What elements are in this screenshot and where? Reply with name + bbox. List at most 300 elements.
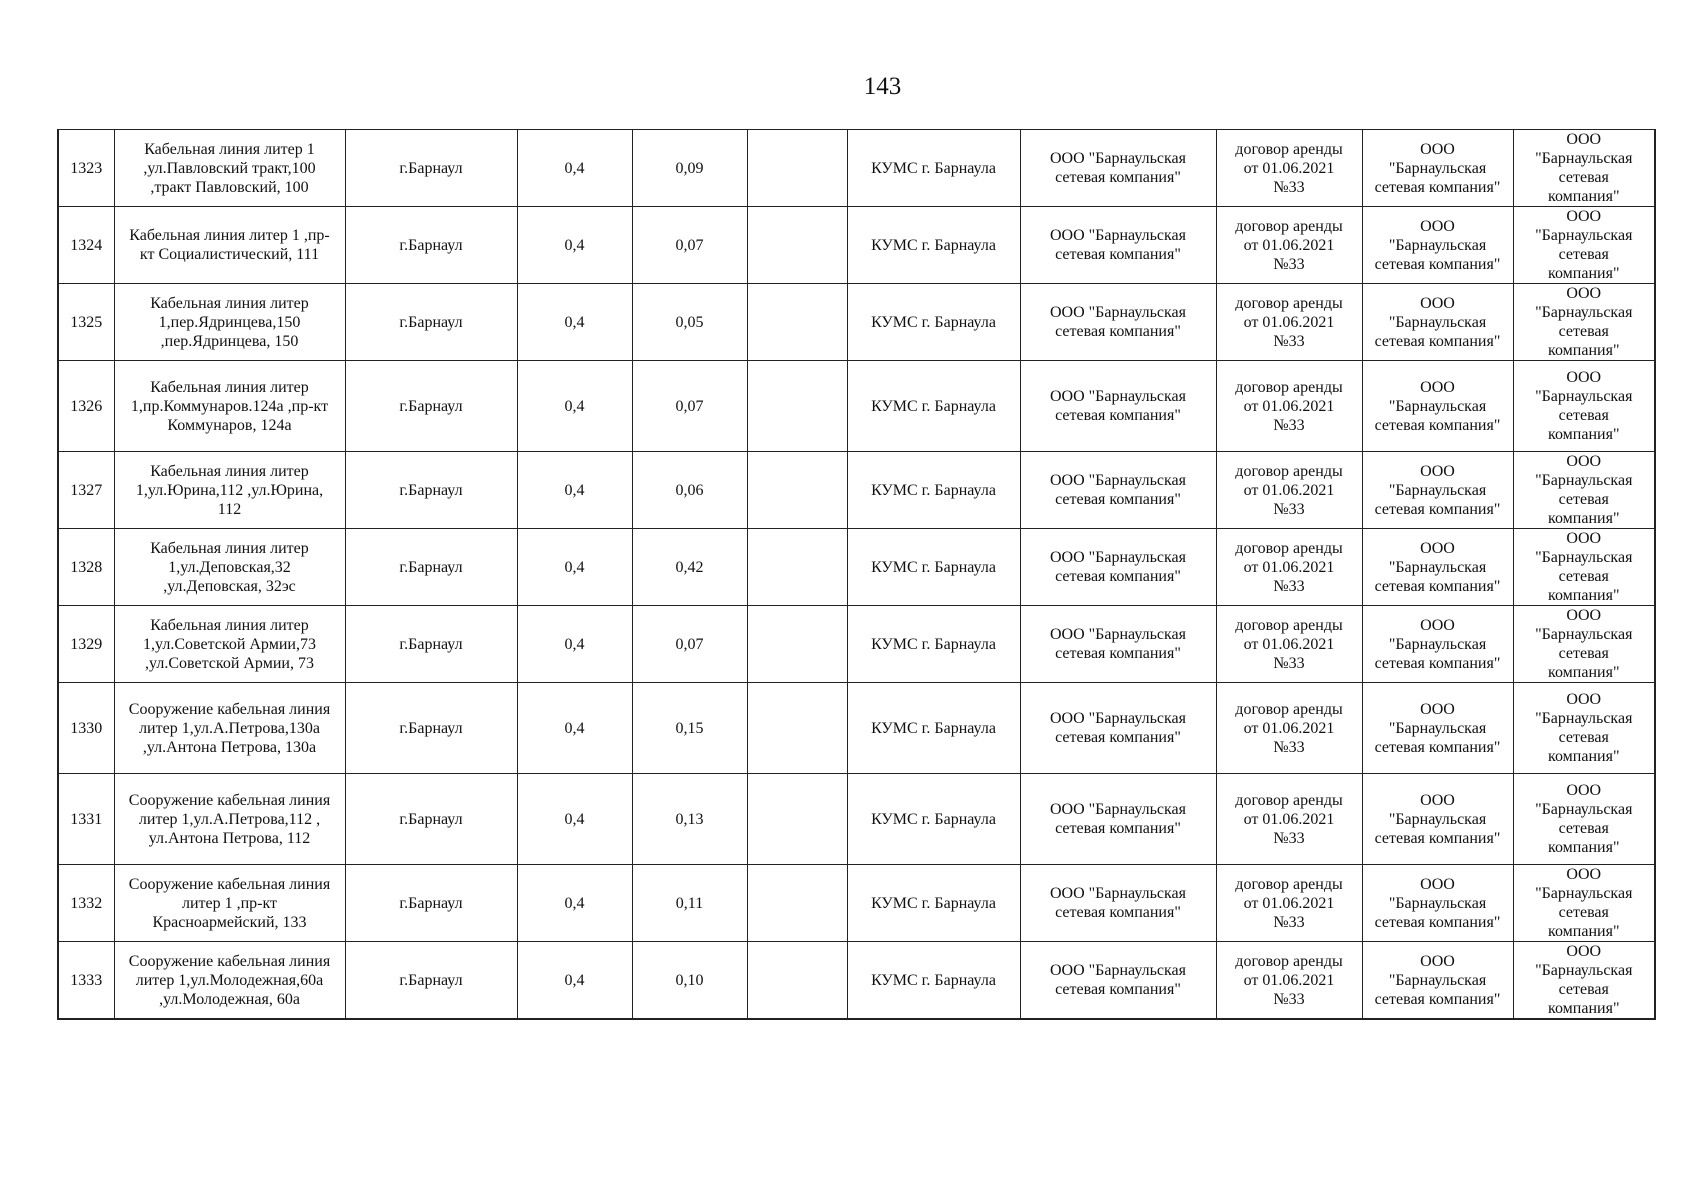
cell-voltage: 0,4: [517, 942, 632, 1020]
table-row: [58, 774, 1655, 865]
cell-user-line: компания": [1548, 587, 1620, 604]
cell-operator-line: сетевая компания": [1055, 729, 1181, 746]
cell-voltage: 0,4: [517, 774, 632, 865]
cell-basis-line: от 01.06.2021: [1243, 635, 1335, 653]
cell-holder-line: сетевая компания": [1374, 332, 1501, 350]
cell-voltage: 0,4: [517, 606, 632, 683]
table-row: [58, 207, 1655, 284]
cell-city: г.Барнаул: [345, 606, 517, 683]
cell-object-name: [114, 865, 345, 942]
cell-length: 0,07: [632, 606, 747, 683]
table-row: [58, 942, 1655, 1020]
cell-holder-line: ООО: [1420, 875, 1455, 893]
cell-holder-line: сетевая компания": [1374, 829, 1501, 847]
cell-number: 1330: [58, 683, 114, 774]
registry-table: [57, 129, 1656, 1020]
cell-object-name-line: Кабельная линия литер: [150, 616, 309, 634]
cell-operator-line: ООО "Барнаульская: [1049, 962, 1186, 979]
cell-operator-line: сетевая компания": [1055, 323, 1181, 340]
cell-object-name: [114, 774, 345, 865]
cell-object-name-line: Кабельная линия литер: [150, 294, 309, 312]
cell-city: г.Барнаул: [345, 865, 517, 942]
cell-basis-line: договор аренды: [1235, 791, 1343, 809]
cell-holder-line: ООО: [1420, 539, 1455, 557]
cell-voltage: 0,4: [517, 284, 632, 361]
cell-basis-line: договор аренды: [1235, 294, 1343, 312]
cell-basis-line: №33: [1273, 654, 1305, 672]
cell-number: 1329: [58, 606, 114, 683]
cell-basis-line: №33: [1273, 178, 1305, 196]
cell-basis-line: договор аренды: [1235, 700, 1343, 718]
cell-operator: [1020, 606, 1216, 683]
cell-extra: [747, 207, 847, 284]
cell-operator: [1020, 452, 1216, 529]
cell-basis-line: №33: [1273, 332, 1305, 350]
cell-holder-line: "Барнаульская: [1388, 558, 1487, 576]
cell-object-name-line: Кабельная линия литер: [150, 462, 309, 480]
cell-owner: КУМС г. Барнаула: [847, 529, 1020, 606]
table-body: [58, 130, 1655, 1020]
cell-object-name-line: 1,пр.Коммунаров.124а ,пр-кт: [130, 397, 329, 415]
cell-user-line: сетевая: [1558, 323, 1609, 340]
cell-city: г.Барнаул: [345, 284, 517, 361]
cell-basis-line: №33: [1273, 577, 1305, 595]
cell-holder-line: ООО: [1420, 378, 1455, 396]
cell-length: 0,05: [632, 284, 747, 361]
cell-user-line: ООО: [1566, 866, 1602, 883]
table-row: [58, 865, 1655, 942]
cell-number: 1326: [58, 361, 114, 452]
cell-user-line: сетевая: [1558, 981, 1609, 998]
cell-extra: [747, 284, 847, 361]
cell-basis: [1216, 361, 1362, 452]
cell-city: г.Барнаул: [345, 207, 517, 284]
cell-operator-line: ООО "Барнаульская: [1049, 801, 1186, 818]
cell-operator: [1020, 529, 1216, 606]
cell-object-name: [114, 361, 345, 452]
cell-object-name-line: ,ул.Деповская, 32эс: [163, 577, 296, 595]
cell-basis-line: от 01.06.2021: [1243, 313, 1335, 331]
cell-owner: КУМС г. Барнаула: [847, 942, 1020, 1020]
cell-holder-line: ООО: [1420, 700, 1455, 718]
cell-extra: [747, 865, 847, 942]
cell-holder-line: сетевая компания": [1374, 654, 1501, 672]
cell-basis-line: от 01.06.2021: [1243, 719, 1335, 737]
cell-object-name-line: Кабельная линия литер 1 ,пр-: [129, 227, 330, 244]
cell-operator-line: ООО "Барнаульская: [1049, 388, 1186, 405]
cell-basis-line: договор аренды: [1235, 217, 1343, 235]
table-row: [58, 130, 1655, 207]
cell-user-line: "Барнаульская: [1535, 962, 1633, 979]
cell-basis-line: договор аренды: [1235, 462, 1343, 480]
cell-user-line: "Барнаульская: [1535, 801, 1633, 818]
cell-object-name-line: литер 1,ул.Молодежная,60а: [135, 971, 324, 989]
cell-city: г.Барнаул: [345, 130, 517, 207]
cell-holder-line: сетевая компания": [1374, 178, 1501, 196]
cell-operator-line: сетевая компания": [1055, 904, 1181, 921]
cell-city: г.Барнаул: [345, 361, 517, 452]
cell-length: 0,10: [632, 942, 747, 1020]
cell-object-name-line: 1,ул.Советской Армии,73: [143, 635, 316, 653]
cell-basis: [1216, 683, 1362, 774]
table-row: [58, 361, 1655, 452]
cell-holder: [1362, 130, 1513, 207]
cell-user: [1513, 606, 1655, 683]
cell-object-name-line: Сооружение кабельная линия: [128, 700, 331, 718]
cell-extra: [747, 606, 847, 683]
cell-basis-line: от 01.06.2021: [1243, 558, 1335, 576]
cell-user: [1513, 774, 1655, 865]
cell-user-line: сетевая: [1558, 169, 1609, 186]
cell-holder-line: сетевая компания": [1374, 577, 1501, 595]
cell-basis-line: №33: [1273, 829, 1305, 847]
cell-extra: [747, 683, 847, 774]
cell-holder-line: ООО: [1420, 294, 1455, 312]
cell-user-line: "Барнаульская: [1535, 388, 1633, 405]
cell-user-line: "Барнаульская: [1535, 885, 1633, 902]
cell-number: 1324: [58, 207, 114, 284]
cell-basis-line: №33: [1273, 416, 1305, 434]
cell-holder: [1362, 361, 1513, 452]
cell-basis-line: №33: [1273, 500, 1305, 518]
cell-extra: [747, 529, 847, 606]
cell-length: 0,15: [632, 683, 747, 774]
cell-number: 1323: [58, 130, 114, 207]
cell-city: г.Барнаул: [345, 942, 517, 1020]
cell-user: [1513, 529, 1655, 606]
cell-operator: [1020, 207, 1216, 284]
cell-extra: [747, 942, 847, 1020]
cell-basis-line: договор аренды: [1235, 539, 1343, 557]
cell-basis-line: от 01.06.2021: [1243, 894, 1335, 912]
cell-user: [1513, 865, 1655, 942]
cell-owner: КУМС г. Барнаула: [847, 207, 1020, 284]
cell-user-line: ООО: [1566, 285, 1602, 302]
cell-voltage: 0,4: [517, 130, 632, 207]
cell-voltage: 0,4: [517, 452, 632, 529]
cell-object-name-line: Кабельная линия литер: [150, 539, 309, 557]
cell-user-line: компания": [1548, 839, 1620, 856]
cell-holder-line: ООО: [1420, 217, 1455, 235]
cell-user-line: сетевая: [1558, 407, 1609, 424]
cell-user-line: ООО: [1566, 691, 1602, 708]
cell-number: 1332: [58, 865, 114, 942]
cell-voltage: 0,4: [517, 207, 632, 284]
cell-object-name: [114, 942, 345, 1020]
cell-basis: [1216, 865, 1362, 942]
cell-holder-line: сетевая компания": [1374, 738, 1501, 756]
cell-holder-line: ООО: [1420, 140, 1455, 158]
cell-holder: [1362, 284, 1513, 361]
cell-object-name-line: 1,ул.Юрина,112 ,ул.Юрина,: [135, 481, 324, 499]
cell-basis-line: договор аренды: [1235, 616, 1343, 634]
cell-user: [1513, 361, 1655, 452]
cell-number: 1331: [58, 774, 114, 865]
cell-holder: [1362, 683, 1513, 774]
cell-operator: [1020, 361, 1216, 452]
cell-number: 1333: [58, 942, 114, 1020]
cell-number: 1328: [58, 529, 114, 606]
cell-user-line: сетевая: [1558, 645, 1609, 662]
cell-user-line: "Барнаульская: [1535, 710, 1633, 727]
cell-length: 0,13: [632, 774, 747, 865]
cell-user-line: ООО: [1566, 943, 1602, 960]
cell-operator-line: ООО "Барнаульская: [1049, 472, 1186, 489]
cell-user-line: сетевая: [1558, 568, 1609, 585]
cell-voltage: 0,4: [517, 683, 632, 774]
cell-owner: КУМС г. Барнаула: [847, 130, 1020, 207]
table-row: [58, 452, 1655, 529]
cell-operator-line: сетевая компания": [1055, 820, 1181, 837]
cell-user: [1513, 683, 1655, 774]
cell-object-name-line: 112: [217, 500, 242, 518]
cell-user-line: ООО: [1566, 530, 1602, 547]
cell-object-name: [114, 683, 345, 774]
cell-user-line: ООО: [1566, 607, 1602, 624]
cell-owner: КУМС г. Барнаула: [847, 452, 1020, 529]
cell-object-name: [114, 529, 345, 606]
cell-object-name-line: литер 1,ул.А.Петрова,130а: [139, 719, 320, 737]
cell-number: 1325: [58, 284, 114, 361]
cell-user-line: компания": [1548, 188, 1620, 205]
cell-user-line: сетевая: [1558, 491, 1609, 508]
cell-holder: [1362, 529, 1513, 606]
cell-operator: [1020, 865, 1216, 942]
cell-city: г.Барнаул: [345, 774, 517, 865]
cell-user-line: компания": [1548, 426, 1620, 443]
cell-operator-line: сетевая компания": [1055, 568, 1181, 585]
cell-length: 0,11: [632, 865, 747, 942]
cell-object-name-line: Кабельная линия литер 1: [144, 140, 315, 158]
cell-holder-line: "Барнаульская: [1388, 236, 1487, 254]
table-row: [58, 529, 1655, 606]
cell-object-name-line: ,ул.Советской Армии, 73: [145, 654, 314, 672]
cell-object-name-line: ,ул.Антона Петрова, 130а: [142, 738, 317, 756]
cell-operator: [1020, 774, 1216, 865]
cell-holder-line: "Барнаульская: [1388, 313, 1487, 331]
cell-holder-line: "Барнаульская: [1388, 719, 1487, 737]
cell-holder: [1362, 774, 1513, 865]
cell-basis-line: договор аренды: [1235, 952, 1343, 970]
cell-basis: [1216, 942, 1362, 1020]
table-row: [58, 606, 1655, 683]
cell-object-name-line: Красноармейский, 133: [152, 913, 307, 931]
cell-object-name-line: Сооружение кабельная линия: [128, 875, 331, 893]
cell-operator-line: ООО "Барнаульская: [1049, 304, 1186, 321]
cell-object-name-line: ,тракт Павловский, 100: [150, 178, 309, 196]
cell-user-line: "Барнаульская: [1535, 227, 1633, 244]
cell-city: г.Барнаул: [345, 529, 517, 606]
cell-user-line: компания": [1548, 265, 1620, 282]
cell-user-line: ООО: [1566, 782, 1602, 799]
cell-holder-line: "Барнаульская: [1388, 397, 1487, 415]
cell-basis-line: от 01.06.2021: [1243, 397, 1335, 415]
cell-user-line: сетевая: [1558, 246, 1609, 263]
cell-user-line: ООО: [1566, 131, 1602, 148]
cell-object-name-line: ,пер.Ядринцева, 150: [160, 332, 299, 350]
cell-basis: [1216, 207, 1362, 284]
cell-user-line: ООО: [1566, 208, 1602, 225]
cell-user-line: компания": [1548, 342, 1620, 359]
cell-extra: [747, 452, 847, 529]
cell-basis-line: договор аренды: [1235, 140, 1343, 158]
table-row: [58, 683, 1655, 774]
cell-user-line: "Барнаульская: [1535, 549, 1633, 566]
cell-user: [1513, 452, 1655, 529]
cell-extra: [747, 130, 847, 207]
cell-holder-line: "Барнаульская: [1388, 971, 1487, 989]
cell-basis: [1216, 130, 1362, 207]
cell-basis-line: №33: [1273, 255, 1305, 273]
cell-holder-line: ООО: [1420, 791, 1455, 809]
cell-holder-line: "Барнаульская: [1388, 635, 1487, 653]
cell-city: г.Барнаул: [345, 683, 517, 774]
cell-extra: [747, 361, 847, 452]
cell-basis-line: №33: [1273, 990, 1305, 1008]
cell-voltage: 0,4: [517, 529, 632, 606]
cell-user-line: ООО: [1566, 369, 1602, 386]
cell-user: [1513, 130, 1655, 207]
cell-basis-line: №33: [1273, 738, 1305, 756]
cell-operator: [1020, 942, 1216, 1020]
cell-user-line: компания": [1548, 664, 1620, 681]
cell-operator: [1020, 130, 1216, 207]
cell-owner: КУМС г. Барнаула: [847, 774, 1020, 865]
cell-object-name-line: Сооружение кабельная линия: [128, 952, 331, 970]
cell-holder: [1362, 207, 1513, 284]
cell-operator-line: ООО "Барнаульская: [1049, 626, 1186, 643]
cell-holder-line: сетевая компания": [1374, 500, 1501, 518]
cell-operator: [1020, 683, 1216, 774]
cell-operator-line: сетевая компания": [1055, 491, 1181, 508]
cell-basis-line: договор аренды: [1235, 378, 1343, 396]
cell-user-line: сетевая: [1558, 729, 1609, 746]
cell-operator: [1020, 284, 1216, 361]
cell-user-line: компания": [1548, 510, 1620, 527]
cell-user-line: сетевая: [1558, 904, 1609, 921]
cell-voltage: 0,4: [517, 865, 632, 942]
cell-object-name: [114, 284, 345, 361]
cell-operator-line: сетевая компания": [1055, 246, 1181, 263]
cell-owner: КУМС г. Барнаула: [847, 284, 1020, 361]
cell-length: 0,07: [632, 361, 747, 452]
cell-object-name-line: литер 1 ,пр-кт: [181, 894, 278, 912]
cell-number: 1327: [58, 452, 114, 529]
cell-basis: [1216, 606, 1362, 683]
cell-object-name-line: ,ул.Павловский тракт,100: [143, 159, 316, 177]
cell-basis-line: договор аренды: [1235, 875, 1343, 893]
cell-object-name-line: 1,пер.Ядринцева,150: [158, 313, 301, 331]
cell-holder-line: сетевая компания": [1374, 416, 1501, 434]
cell-operator-line: сетевая компания": [1055, 169, 1181, 186]
cell-user-line: сетевая: [1558, 820, 1609, 837]
cell-owner: КУМС г. Барнаула: [847, 361, 1020, 452]
cell-basis-line: от 01.06.2021: [1243, 810, 1335, 828]
cell-holder: [1362, 606, 1513, 683]
cell-basis: [1216, 774, 1362, 865]
cell-basis: [1216, 529, 1362, 606]
cell-user: [1513, 284, 1655, 361]
cell-basis-line: от 01.06.2021: [1243, 971, 1335, 989]
cell-user: [1513, 942, 1655, 1020]
cell-owner: КУМС г. Барнаула: [847, 865, 1020, 942]
table-row: [58, 284, 1655, 361]
cell-operator-line: ООО "Барнаульская: [1049, 227, 1186, 244]
cell-object-name-line: ул.Антона Петрова, 112: [148, 829, 311, 847]
cell-holder: [1362, 865, 1513, 942]
cell-object-name: [114, 452, 345, 529]
cell-object-name-line: 1,ул.Деповская,32: [168, 558, 291, 576]
registry-table-wrapper: [57, 129, 1654, 1020]
cell-user-line: компания": [1548, 923, 1620, 940]
cell-basis: [1216, 284, 1362, 361]
cell-holder-line: ООО: [1420, 462, 1455, 480]
cell-holder-line: сетевая компания": [1374, 913, 1501, 931]
cell-owner: КУМС г. Барнаула: [847, 606, 1020, 683]
cell-user-line: ООО: [1566, 453, 1602, 470]
cell-voltage: 0,4: [517, 361, 632, 452]
cell-operator-line: сетевая компания": [1055, 407, 1181, 424]
cell-holder-line: "Барнаульская: [1388, 481, 1487, 499]
cell-length: 0,07: [632, 207, 747, 284]
cell-holder: [1362, 452, 1513, 529]
cell-basis-line: от 01.06.2021: [1243, 159, 1335, 177]
cell-holder-line: "Барнаульская: [1388, 159, 1487, 177]
cell-user-line: компания": [1548, 748, 1620, 765]
cell-holder-line: "Барнаульская: [1388, 810, 1487, 828]
cell-object-name: [114, 207, 345, 284]
cell-operator-line: ООО "Барнаульская: [1049, 150, 1186, 167]
cell-holder: [1362, 942, 1513, 1020]
cell-holder-line: сетевая компания": [1374, 255, 1501, 273]
cell-holder-line: ООО: [1420, 616, 1455, 634]
cell-operator-line: сетевая компания": [1055, 645, 1181, 662]
cell-object-name: [114, 130, 345, 207]
cell-extra: [747, 774, 847, 865]
cell-user-line: "Барнаульская: [1535, 150, 1633, 167]
cell-object-name: [114, 606, 345, 683]
cell-holder-line: "Барнаульская: [1388, 894, 1487, 912]
cell-object-name-line: Коммунаров, 124а: [167, 416, 292, 434]
cell-basis-line: от 01.06.2021: [1243, 481, 1335, 499]
cell-operator-line: ООО "Барнаульская: [1049, 549, 1186, 566]
cell-object-name-line: Сооружение кабельная линия: [128, 791, 331, 809]
cell-owner: КУМС г. Барнаула: [847, 683, 1020, 774]
cell-user-line: "Барнаульская: [1535, 472, 1633, 489]
cell-object-name-line: кт Социалистический, 111: [139, 246, 320, 263]
cell-operator-line: сетевая компания": [1055, 981, 1181, 998]
cell-length: 0,06: [632, 452, 747, 529]
cell-holder-line: ООО: [1420, 952, 1455, 970]
cell-length: 0,09: [632, 130, 747, 207]
cell-user-line: "Барнаульская: [1535, 626, 1633, 643]
cell-object-name-line: ,ул.Молодежная, 60а: [159, 990, 300, 1008]
cell-user: [1513, 207, 1655, 284]
cell-object-name-line: Кабельная линия литер: [150, 378, 309, 396]
cell-city: г.Барнаул: [345, 452, 517, 529]
cell-operator-line: ООО "Барнаульская: [1049, 710, 1186, 727]
cell-basis: [1216, 452, 1362, 529]
cell-holder-line: сетевая компания": [1374, 990, 1501, 1008]
cell-basis-line: №33: [1273, 913, 1305, 931]
cell-user-line: "Барнаульская: [1535, 304, 1633, 321]
cell-basis-line: от 01.06.2021: [1243, 236, 1335, 254]
cell-user-line: компания": [1548, 1000, 1620, 1017]
cell-operator-line: ООО "Барнаульская: [1049, 885, 1186, 902]
cell-object-name-line: литер 1,ул.А.Петрова,112 ,: [138, 810, 321, 828]
page-number: 143: [863, 73, 902, 100]
cell-length: 0,42: [632, 529, 747, 606]
